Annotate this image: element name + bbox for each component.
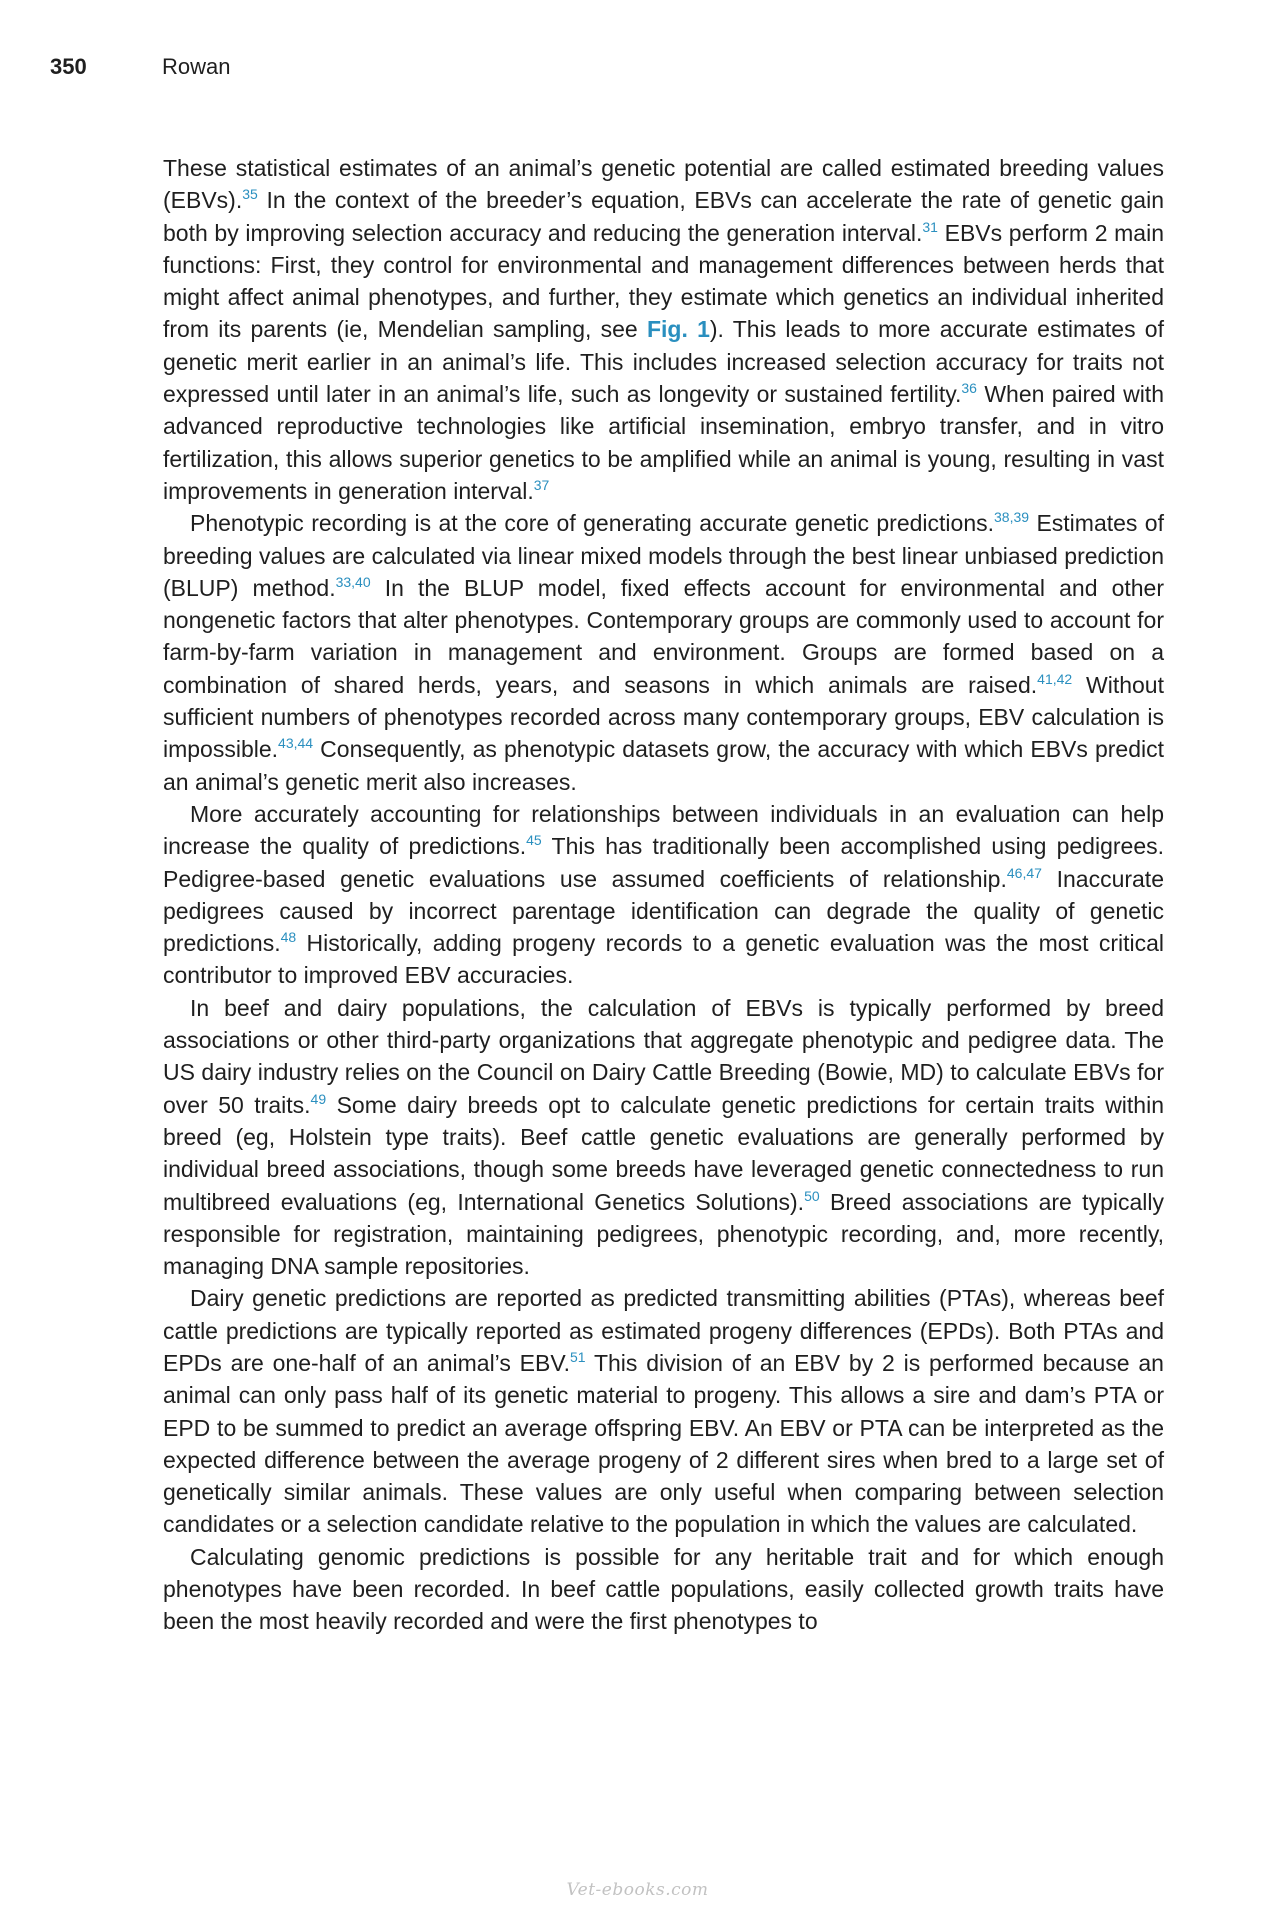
running-title: Rowan xyxy=(162,54,231,79)
text-run: Breed associations are typically responsible for registration, maintaining pedigrees, phenotypic recording, and, more recently, managing DNA sample repositories. xyxy=(163,1188,1164,1280)
citation-ref[interactable]: 37 xyxy=(533,476,550,493)
text-run: In the context of the breeder’s equation, EBVs can accelerate the rate of genetic gain both by improving selection accuracy and reducing the generation interval. xyxy=(163,187,1164,246)
text-run: EBVs perform 2 main functions: First, they control for environmental and management differences between herds that might affect animal phenotypes, and further, they estimate which genetics an individual inherited from its parents (ie, Mendelian sampling, see xyxy=(163,219,1165,343)
citation-ref[interactable]: 49 xyxy=(310,1090,327,1107)
text-run: Consequently, as phenotypic datasets grow, the accuracy with which EBVs predict an animal’s genetic merit also increases. xyxy=(163,736,1164,795)
text-run: When paired with advanced reproductive technologies like artificial insemination, embryo transfer, and in vitro fertilization, this allows superior genetics to be amplified while an animal is young, resulting in vast improvements in generation interval. xyxy=(163,381,1164,504)
page-number: 350 xyxy=(50,54,87,79)
watermark-logo: Vet-ebooks.com xyxy=(566,1880,709,1900)
citation-ref[interactable]: 51 xyxy=(569,1348,586,1365)
text-run: Some dairy breeds opt to calculate genetic predictions for certain traits within breed (eg, Holstein type traits). Beef cattle genetic evaluations are generally performed by individual breed associations, though some breeds have leveraged genetic connectedness to run multibreed evaluations (eg, International Genetics Solutions). xyxy=(163,1091,1164,1215)
citation-ref[interactable]: 33,40 xyxy=(335,573,371,590)
text-run: In beef and dairy populations, the calculation of EBVs is typically performed by breed associations or other third-party organizations that aggregate phenotypic and pedigree data. The US dairy industry relies on the Council on Dairy Cattle Breeding (Bowie, MD) to calculate EBVs for over 50 traits. xyxy=(163,994,1164,1118)
text-run: This has traditionally been accomplished using pedigrees. Pedigree-based genetic evaluations use assumed coefficients of relationship. xyxy=(163,833,1164,892)
citation-ref[interactable]: 35 xyxy=(242,186,258,203)
citation-ref[interactable]: 41,42 xyxy=(1037,670,1073,687)
text-run: Without sufficient numbers of phenotypes recorded across many contemporary groups, EBV calculation is impossible. xyxy=(163,671,1164,763)
text-run: This division of an EBV by 2 is performed because an animal can only pass half of its genetic material to progeny. This allows a sire and dam’s PTA or EPD to be summed to predict an average offspring EBV. An EBV or PTA can be interpreted as the expected difference between the average progeny of 2 different sires when bred to a large set of genetically similar animals. These values are only useful when comparing between selection candidates or a selection candidate relative to the population in which the values are calculated. xyxy=(163,1349,1164,1538)
citation-ref[interactable]: 31 xyxy=(922,218,938,235)
text-run: Calculating genomic predictions is possible for any heritable trait and for which enough phenotypes have been recorded. In beef cattle populations, easily collected growth traits have been the most heavily recorded and were the first phenotypes to xyxy=(163,1543,1164,1635)
paragraph xyxy=(163,1282,1164,1540)
citation-ref[interactable]: 36 xyxy=(961,380,977,397)
citation-ref[interactable]: 46,47 xyxy=(1006,864,1042,881)
text-run: Dairy genetic predictions are reported as predicted transmitting abilities (PTAs), whereas beef cattle predictions are typically reported as estimated progeny differences (EPDs). Both PTAs and EPDs are one-half of an animal’s EBV. xyxy=(163,1285,1164,1376)
citation-ref[interactable]: 38,39 xyxy=(994,509,1030,526)
text-run: In the BLUP model, fixed effects account for environmental and other nongenetic factors that alter phenotypes. Contemporary groups are commonly used to account for farm-by-farm variation in management and environment. Groups are formed based on a combination of shared herds, years, and seasons in which animals are raised. xyxy=(163,574,1164,698)
citation-ref[interactable]: 43,44 xyxy=(278,735,314,752)
text-run: Phenotypic recording is at the core of generating accurate genetic predictions. xyxy=(190,510,994,537)
text-run: More accurately accounting for relationships between individuals in an evaluation can help increase the quality of predictions. xyxy=(163,800,1164,860)
citation-ref[interactable]: 45 xyxy=(526,832,542,849)
text-run: Inaccurate pedigrees caused by incorrect parentage identification can degrade the quality of genetic predictions. xyxy=(163,865,1164,957)
figure-ref-link[interactable]: Fig. 1 xyxy=(646,316,710,343)
text-run: These statistical estimates of an animal’s genetic potential are called estimated breeding values (EBVs). xyxy=(163,155,1164,214)
paragraph xyxy=(163,992,1164,1283)
paragraph xyxy=(163,152,1164,507)
citation-ref[interactable]: 48 xyxy=(280,929,297,946)
running-head xyxy=(50,54,230,84)
paragraph xyxy=(163,1541,1164,1638)
text-run: Estimates of breeding values are calculated via linear mixed models through the best linear unbiased prediction (BLUP) method. xyxy=(163,510,1164,601)
paragraph xyxy=(163,798,1164,992)
text-run: Historically, adding progeny records to a genetic evaluation was the most critical contributor to improved EBV accuracies. xyxy=(163,930,1164,989)
citation-ref[interactable]: 50 xyxy=(804,1187,820,1204)
text-run: ). This leads to more accurate estimates of genetic merit earlier in an animal’s life. This includes increased selection accuracy for traits not expressed until later in an animal’s life, such as longevity or sustained fertility. xyxy=(163,316,1164,408)
paragraph xyxy=(163,507,1164,798)
body-text xyxy=(163,152,1164,1638)
